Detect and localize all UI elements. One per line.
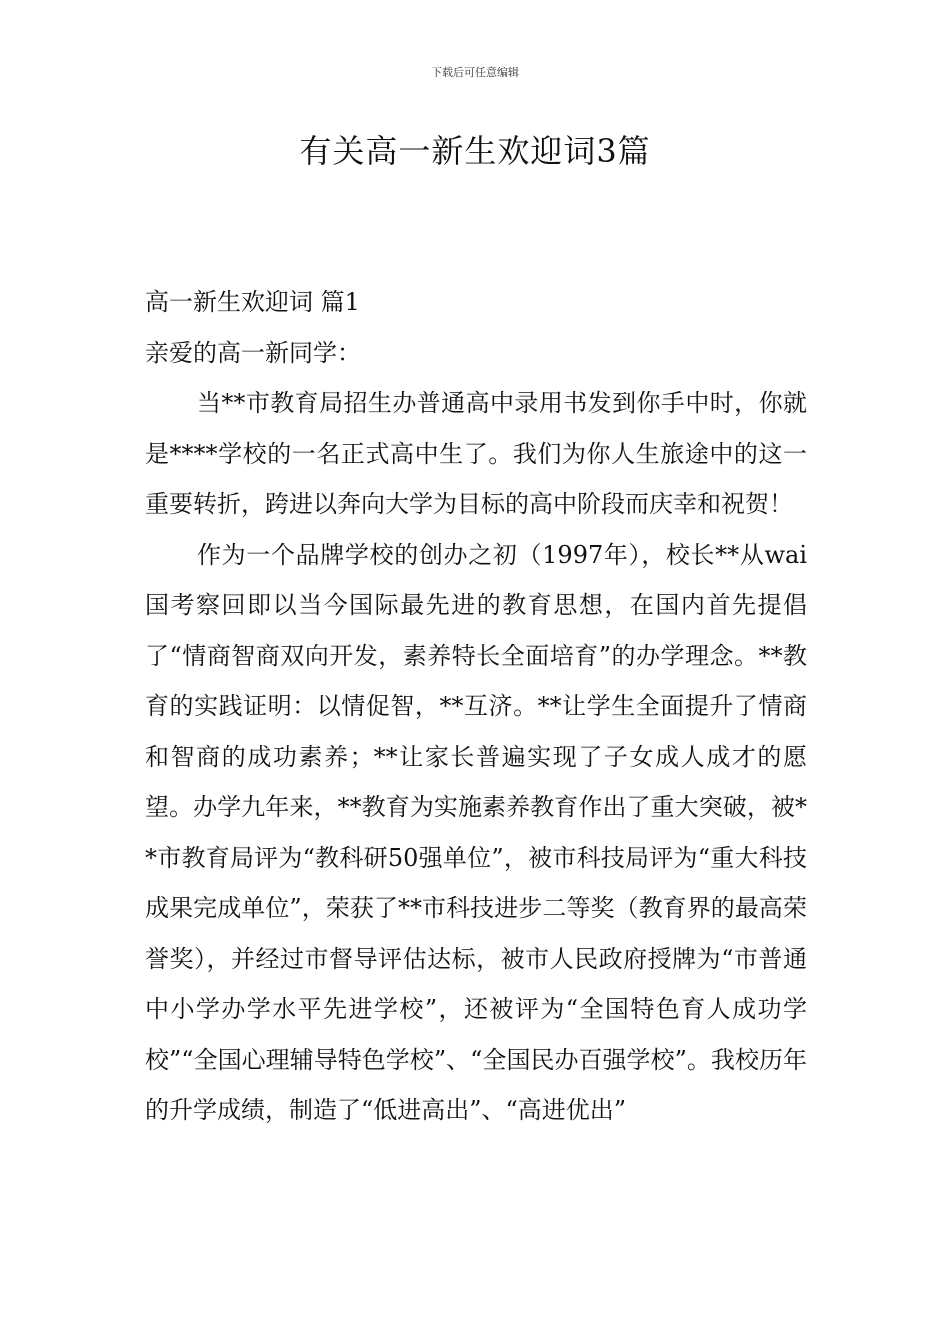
header-note: 下载后可任意编辑 [431, 66, 519, 79]
section-heading: 高一新生欢迎词 篇1 [145, 288, 360, 316]
paragraph-2: 作为一个品牌学校的创办之初（1997年），校长**从wai国考察回即以当今国际最先进的教育思想，在国内首先提倡了“情商智商双向开发，素养特长全面培育”的办学理念。**教育的实践证明：以情促智，**互济。**让学生全面提升了情商和智商的成功素养；**让家长普遍实现了子女成人成才的愿望。办学九年来，**教育为实施素养教育作出了重大突破，被**市教育局评为“教科研50强单位”，被市科技局评为“重大科技成果完成单位”，荣获了**市科技进步二等奖（教育界的最高荣誉奖），并经过市督导评估达标，被市人民政府授牌为“市普通中小学办学水平先进学校”，还被评为“全国特色育人成功学校”“全国心理辅导特色学校”、“全国民办百强学校”。我校历年的升学成绩，制造了“低进高出”、“高进优出” [145, 540, 807, 1124]
paragraph-1: 当**市教育局招生办普通高中录用书发到你手中时，你就是****学校的一名正式高中生了。我们为你人生旅途中的这一重要转折，跨进以奔向大学为目标的高中阶段而庆幸和祝贺！ [145, 389, 807, 518]
salutation: 亲爱的高一新同学： [145, 338, 361, 367]
document-body [145, 277, 807, 1136]
document-title: 有关高一新生欢迎词3篇 [299, 132, 651, 170]
